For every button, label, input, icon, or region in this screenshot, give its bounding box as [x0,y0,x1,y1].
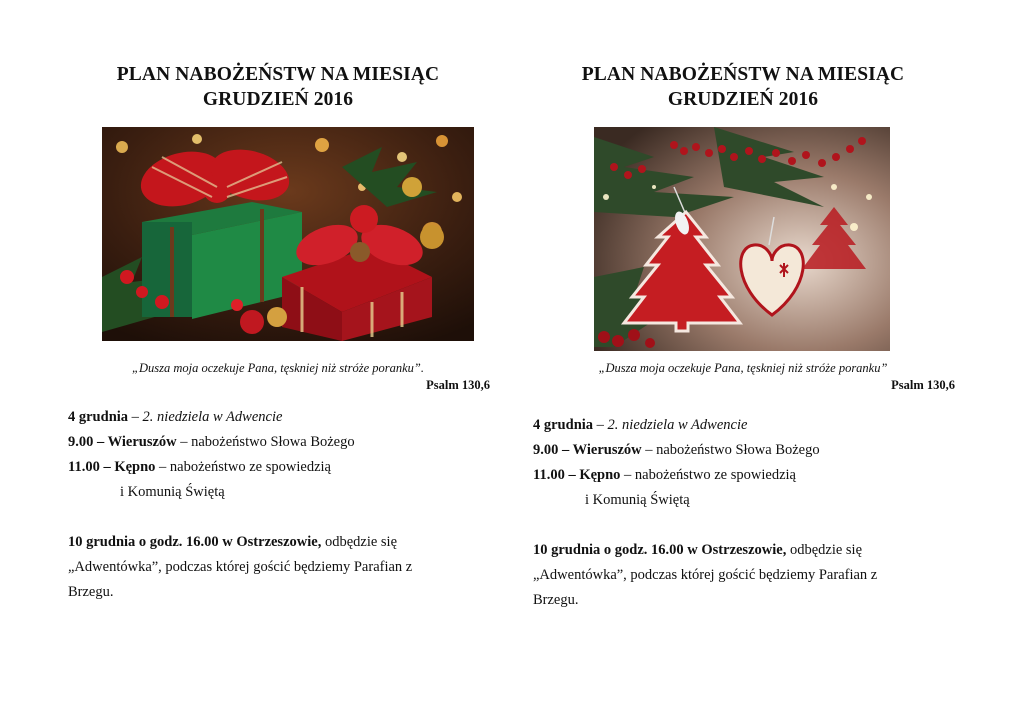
schedule-line-kepno [68,459,331,476]
event-text: odbędzie się [786,542,863,558]
page-title [533,62,953,112]
title-line-2: GRUDZIEŃ 2016 [202,89,354,110]
schedule-date-line [533,417,747,434]
psalm-reference: Psalm 130,6 [426,378,490,392]
psalm-reference: Psalm 130,6 [891,378,955,392]
psalm-quote: „Dusza moja oczekuje Pana, tęskniej niż stróże poranku” [598,361,888,375]
event-date: 10 grudnia o godz. 16.00 w Ostrzeszowie, [68,534,322,550]
event-line-3: Brzegu. [533,592,579,608]
kepno-description: – nabożeństwo ze spowiedzią [620,467,796,483]
event-line-2: „Adwentówka”, podczas której gościć będziemy Parafian z [68,559,413,575]
christmas-gifts-photo [102,127,474,341]
date-description: – 2. niedziela w Adwencie [593,417,748,433]
event-line-1 [533,542,862,559]
event-line-2: „Adwentówka”, podczas której gościć będziemy Parafian z [533,567,878,583]
schedule-line-kepno [533,467,796,484]
event-text: odbędzie się [321,534,398,550]
title-line-2: GRUDZIEŃ 2016 [667,89,819,110]
kepno-time: 11.00 – Kępno [533,467,621,483]
event-date: 10 grudnia o godz. 16.00 w Ostrzeszowie, [533,542,787,558]
title-line-1: PLAN NABOŻEŃSTW NA MIESIĄC [116,64,440,85]
wieruszow-time: 9.00 – Wieruszów [533,442,642,458]
psalm-quote: „Dusza moja oczekuje Pana, tęskniej niż stróże poranku”. [132,361,424,375]
kepno-time: 11.00 – Kępno [68,459,156,475]
date-description: – 2. niedziela w Adwencie [128,409,283,425]
event-line-1 [68,534,397,551]
title-line-1: PLAN NABOŻEŃSTW NA MIESIĄC [581,64,905,85]
event-line-3: Brzegu. [68,584,114,600]
schedule-line-wieruszow [68,434,355,451]
kepno-description: – nabożeństwo ze spowiedzią [155,459,331,475]
wieruszow-time: 9.00 – Wieruszów [68,434,177,450]
wieruszow-description: – nabożeństwo Słowa Bożego [641,442,820,458]
page-title [68,62,488,112]
christmas-ornaments-photo [594,127,890,351]
schedule-line-communion: i Komunią Świętą [585,492,690,508]
schedule-date-line [68,409,282,426]
date-label: 4 grudnia [533,417,594,433]
schedule-line-communion: i Komunią Świętą [120,484,225,500]
wieruszow-description: – nabożeństwo Słowa Bożego [176,434,355,450]
date-label: 4 grudnia [68,409,129,425]
schedule-line-wieruszow [533,442,820,459]
